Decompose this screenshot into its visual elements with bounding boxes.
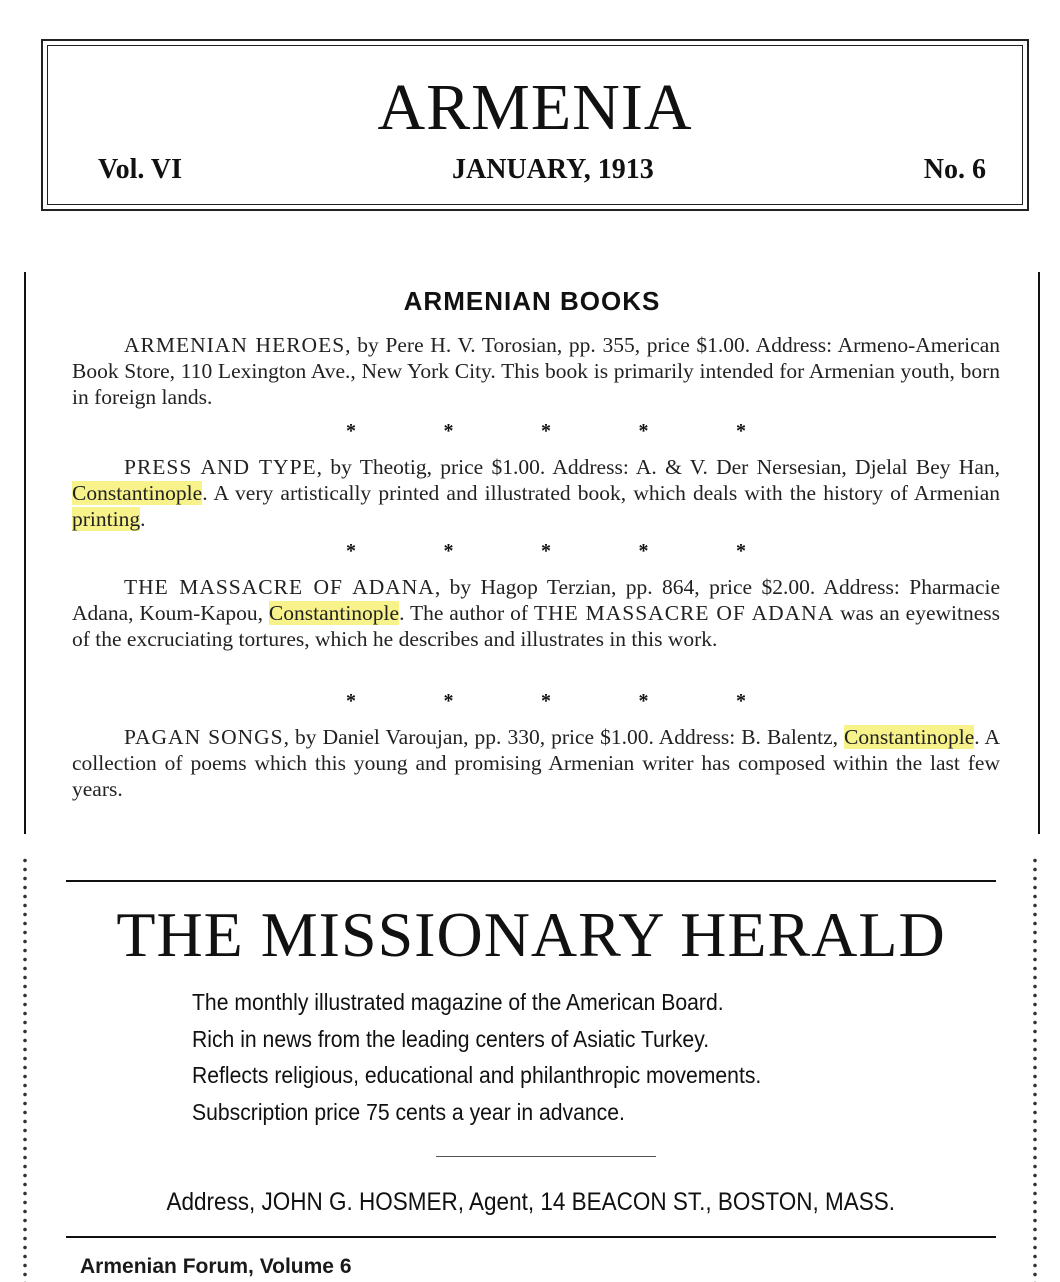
issue-number: No. 6 <box>923 154 986 185</box>
separator-stars: * * * * * <box>346 420 746 442</box>
highlighted-word: printing <box>72 507 141 531</box>
ad-line: Reflects religious, educational and philanthropic movements. <box>192 1062 762 1088</box>
missionary-herald-ad <box>0 856 1060 1282</box>
bottom-rule <box>66 1236 996 1238</box>
book-title: THE MASSACRE OF ADANA <box>124 575 435 599</box>
top-rule <box>66 880 996 882</box>
volume-label: Vol. VI <box>98 154 183 185</box>
ad-title: THE MISSIONARY HERALD <box>116 899 946 970</box>
highlighted-word: Constantinople <box>72 481 203 505</box>
ad-line: Rich in news from the leading centers of Asiatic Turkey. <box>192 1025 710 1052</box>
highlighted-word: Constantinople <box>844 725 975 749</box>
book-title: PRESS AND TYPE <box>124 455 317 479</box>
short-divider <box>436 1156 656 1157</box>
masthead-inner-frame <box>47 45 1023 205</box>
book-title: PAGAN SONGS <box>124 725 284 749</box>
issue-date: JANUARY, 1913 <box>452 154 654 185</box>
book-entry-massacre-of-adana: THE MASSACRE OF ADANA, by Hagop Terzian, pp. 864, price $2.00. Address: Pharmacie Adana, Koum-Kapou, Constantinople. The author of THE MASSACRE OF ADANA was an eyewitness of the excruciating tortures, which he describes and illustrates in this work. <box>72 575 1001 651</box>
masthead-title: ARMENIA <box>377 71 693 144</box>
armenian-books-panel <box>24 272 1040 834</box>
ad-line: The monthly illustrated magazine of the American Board. <box>192 989 724 1015</box>
highlighted-word: Constantinople <box>268 601 400 625</box>
book-title: ARMENIAN HEROES <box>124 333 346 357</box>
separator-stars: * * * * * <box>346 540 746 562</box>
book-entry-pagan-songs: PAGAN SONGS, by Daniel Varoujan, pp. 330, price $1.00. Address: B. Balentz, Constantinople. A collection of poems which this young and promising Armenian writer has composed within the last few years. <box>72 725 1000 801</box>
book-entry-armenian-heroes <box>72 332 1000 410</box>
ad-address: Address, JOHN G. HOSMER, Agent, 14 BEACON ST., BOSTON, MASS. <box>166 1188 896 1216</box>
ad-line: Subscription price 75 cents a year in advance. <box>192 1098 625 1125</box>
masthead <box>41 39 1029 211</box>
separator-stars: * * * * * <box>346 690 746 712</box>
book-entry-press-and-type: PRESS AND TYPE, by Theotig, price $1.00. Address: A. & V. Der Nersesian, Djelal Bey Han, Constantinople. A very artistically printed and illustrated book, which deals with the history of Armenian printing. <box>72 455 1000 531</box>
ad-description <box>192 984 952 1130</box>
ornamental-border-right <box>1030 856 1044 1282</box>
ornamental-border-left <box>20 856 34 1282</box>
books-heading: ARMENIAN BOOKS <box>403 286 661 316</box>
book-description: , by Pere H. V. Torosian, pp. 355, price $1.00. Address: Armeno-American Book Store, 110 Lexington Ave., New York City. This book is primarily intended for Armenian youth, born in foreign lands. <box>72 333 1000 409</box>
image-caption: Armenian Forum, Volume 6 <box>80 1255 352 1278</box>
masthead-info-row <box>98 154 986 186</box>
